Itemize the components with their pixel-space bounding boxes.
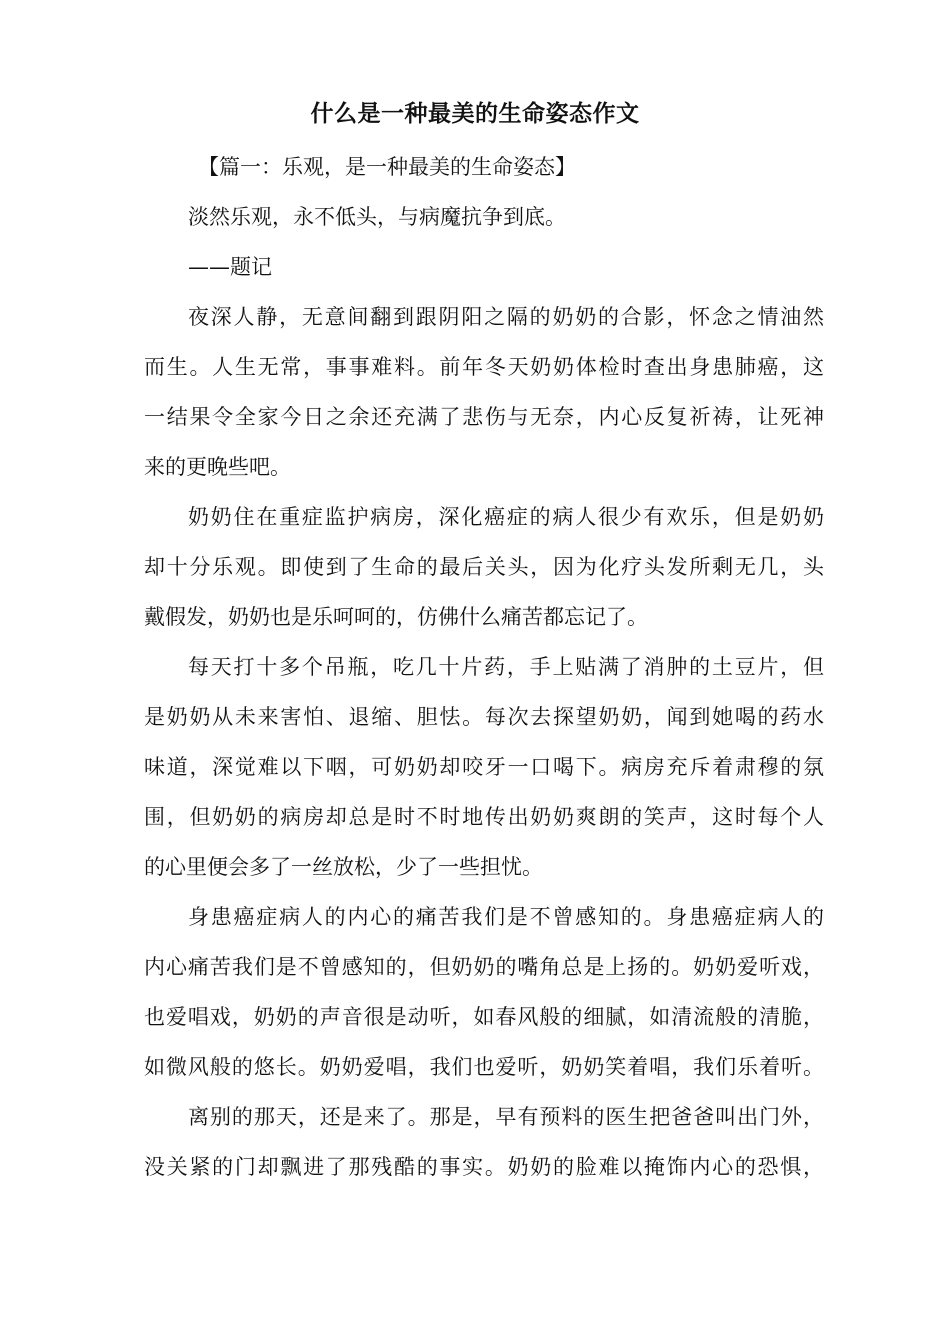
paragraph-line: 没关紧的门却飘进了那残酷的事实。奶奶的脸难以掩饰内心的恐惧， [144, 1155, 824, 1179]
paragraph-line: 如微风般的悠长。奶奶爱唱，我们也爱听，奶奶笑着唱，我们乐着听。 [144, 1055, 824, 1079]
document-body [144, 150, 824, 1200]
paragraph-line: 夜深人静，无意间翻到跟阴阳之隔的奶奶的合影，怀念之情油然 [188, 305, 824, 329]
paragraph-line: 味道，深觉难以下咽，可奶奶却咬牙一口喝下。病房充斥着肃穆的氛 [144, 755, 824, 779]
section-heading: 【篇一：乐观，是一种最美的生命姿态】 [198, 155, 576, 179]
paragraph-line: 一结果令全家今日之余还充满了悲伤与无奈，内心反复祈祷，让死神 [144, 405, 824, 429]
paragraph-line: 戴假发，奶奶也是乐呵呵的，仿佛什么痛苦都忘记了。 [144, 605, 648, 629]
epigraph-line: 淡然乐观，永不低头，与病魔抗争到底。 [188, 205, 566, 229]
paragraph-line: 内心痛苦我们是不曾感知的，但奶奶的嘴角总是上扬的。奶奶爱听戏， [144, 955, 824, 979]
paragraph-line: 而生。人生无常，事事难料。前年冬天奶奶体检时查出身患肺癌，这 [144, 355, 824, 379]
document-title: 什么是一种最美的生命姿态作文 [310, 101, 640, 127]
paragraph-line: 离别的那天，还是来了。那是，早有预料的医生把爸爸叫出门外， [188, 1105, 824, 1129]
paragraph-line: 却十分乐观。即使到了生命的最后关头，因为化疗头发所剩无几，头 [144, 555, 824, 579]
paragraph-line: 也爱唱戏，奶奶的声音很是动听，如春风般的细腻，如清流般的清脆， [144, 1005, 824, 1029]
paragraph-line: 的心里便会多了一丝放松，少了一些担忧。 [144, 855, 543, 879]
paragraph-line: 围，但奶奶的病房却总是时不时地传出奶奶爽朗的笑声，这时每个人 [144, 805, 824, 829]
paragraph-line: 每天打十多个吊瓶，吃几十片药，手上贴满了消肿的土豆片，但 [188, 655, 824, 679]
paragraph-line: 是奶奶从未来害怕、退缩、胆怯。每次去探望奶奶，闻到她喝的药水 [144, 705, 824, 729]
paragraph-line: 身患癌症病人的内心的痛苦我们是不曾感知的。身患癌症病人的 [188, 905, 824, 929]
paragraph-line: 来的更晚些吧。 [144, 455, 291, 479]
epigraph-attribution: ——题记 [188, 255, 272, 279]
paragraph-line: 奶奶住在重症监护病房，深化癌症的病人很少有欢乐，但是奶奶 [188, 505, 824, 529]
